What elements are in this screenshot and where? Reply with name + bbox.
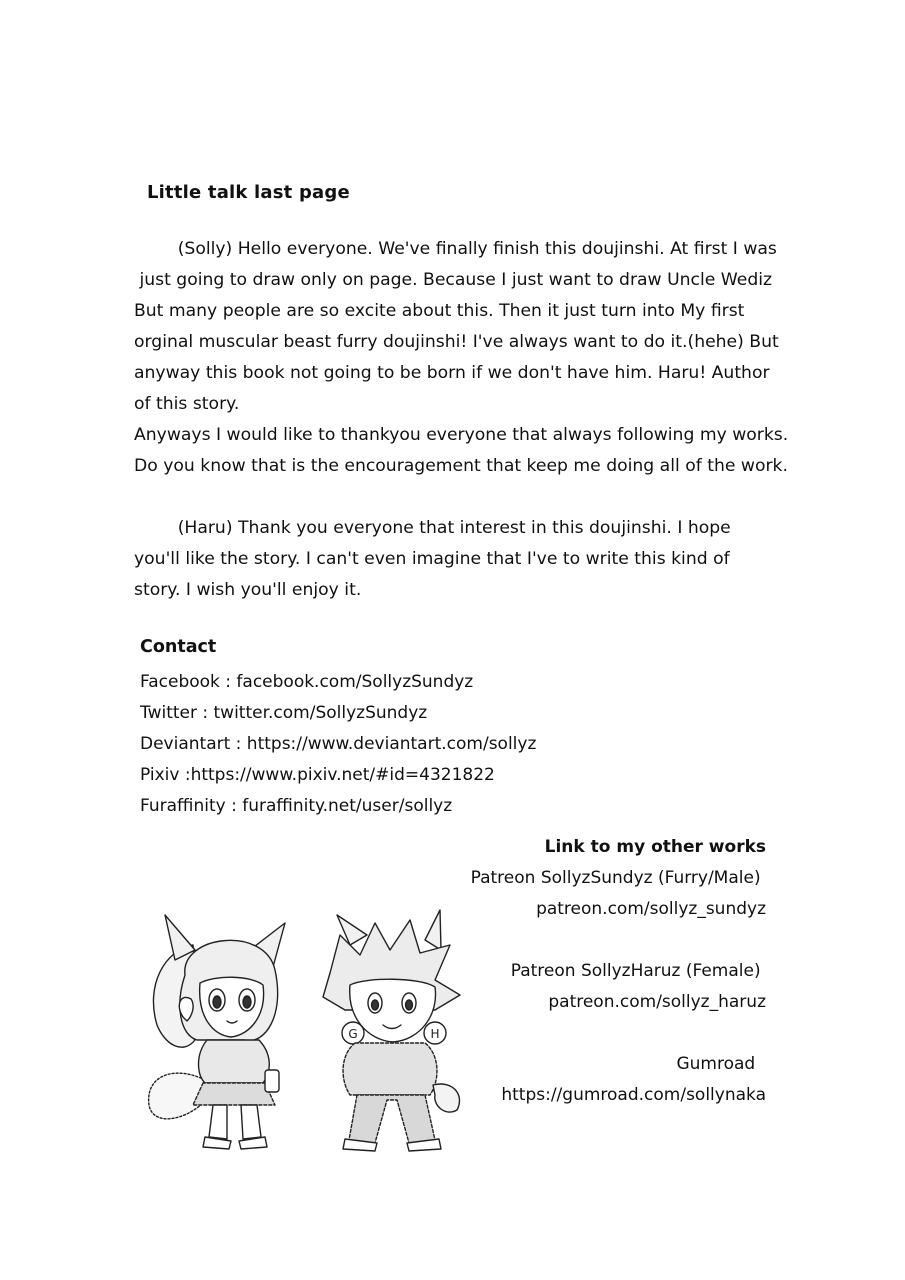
- page-heading: Little talk last page: [147, 182, 350, 203]
- patreon-female-label: Patreon SollyzHaruz (Female): [510, 961, 766, 981]
- contact-deviantart: Deviantart : https://www.deviantart.com/sollyz: [140, 734, 537, 754]
- chibi-illustration: [135, 905, 485, 1159]
- contact-list: [140, 667, 536, 822]
- headphone-letter-h: H: [430, 1027, 440, 1041]
- gumroad-url: https://gumroad.com/sollynaka: [501, 1085, 766, 1105]
- contact-twitter: Twitter : twitter.com/SollyzSundyz: [140, 703, 428, 723]
- contact-pixiv: Pixiv :https://www.pixiv.net/#id=4321822: [140, 765, 495, 785]
- girl-character: [149, 915, 285, 1149]
- other-works-links: [471, 832, 766, 1111]
- patreon-male-url: patreon.com/sollyz_sundyz: [536, 899, 766, 919]
- headphone-letter-g: G: [348, 1027, 358, 1041]
- other-works-title: Link to my other works: [544, 837, 766, 857]
- patreon-male-label: Patreon SollyzSundyz (Furry/Male): [470, 868, 766, 888]
- patreon-female-url: patreon.com/sollyz_haruz: [548, 992, 766, 1012]
- contact-furaffinity: Furaffinity : furaffinity.net/user/sollyz: [140, 796, 453, 816]
- haru-message: (Haru) Thank you everyone that interest in this doujinshi. I hope you'll like the story. I can't even imagine that I've to write this kind of story. I wish you'll enjoy it.: [134, 518, 731, 600]
- contact-title: Contact: [140, 637, 217, 657]
- contact-facebook: Facebook : facebook.com/SollyzSundyz: [140, 672, 474, 692]
- solly-message: (Solly) Hello everyone. We've finally finish this doujinshi. At first I was just going to draw only on page. Because I just want to draw Uncle Wediz But many people are so excite about this. Then it just turn into My first orginal muscular beast furry doujinshi! I've always want to do it.(hehe) But anyway this book not going to be born if we don't have him. Haru! Author of this story. Anyways I would like to thankyou everyone that always following my works. Do you know that is the encouragement that keep me doing all of the work.: [134, 239, 789, 476]
- gumroad-label: Gumroad: [676, 1054, 766, 1074]
